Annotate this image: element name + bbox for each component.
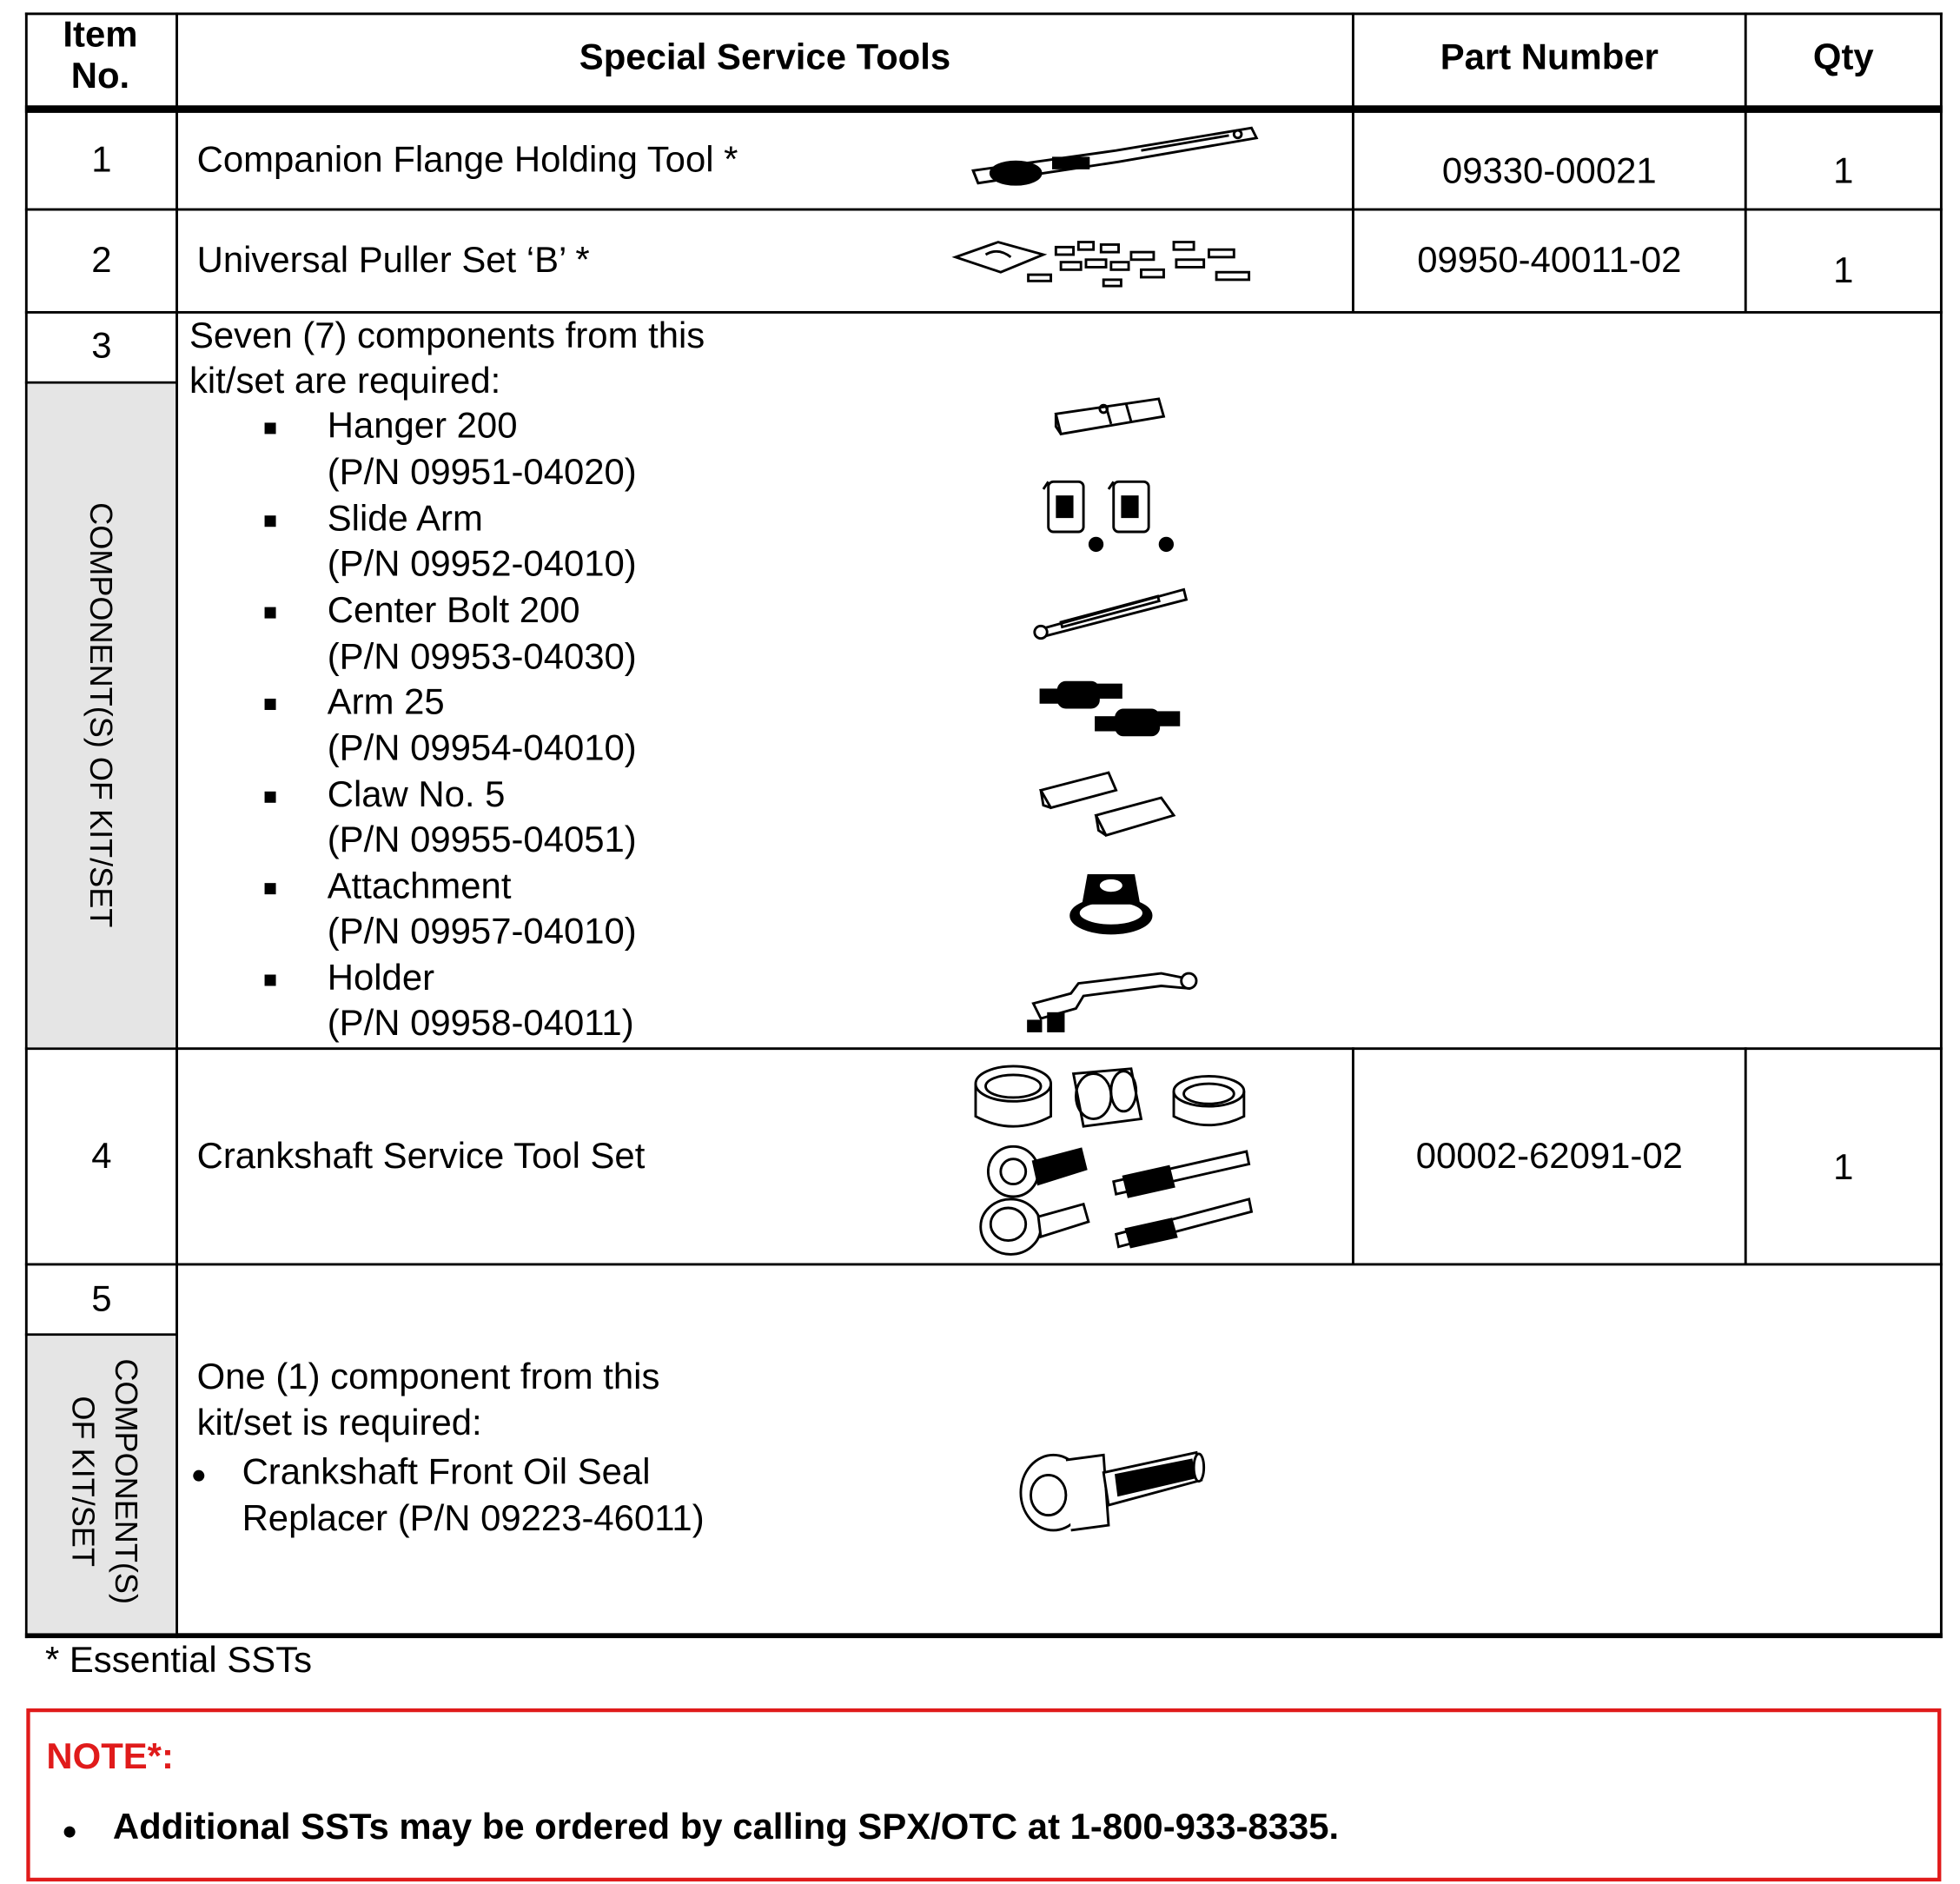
row-3-intro-line-2: kit/set are required: [189,361,501,401]
row-5-component-line-2: Replacer (P/N 09223-46011) [242,1498,705,1540]
row-1-part-number: 09330-00021 [1441,151,1657,192]
companion-flange-holding-tool-icon [965,121,1261,196]
component-name: Attachment [327,866,512,907]
slide-arm-icon [1041,474,1184,557]
component-name: Arm 25 [327,682,445,723]
center-bolt-icon [1030,582,1191,642]
row-5-side-label-line-2: OF KIT/SET [65,1396,101,1567]
row-1-item-no: 1 [91,140,112,181]
header-item-no: Item No. [63,15,138,97]
row-4-tool-name: Crankshaft Service Tool Set [196,1136,646,1177]
row-1-qty: 1 [1833,151,1854,192]
component-name: Center Bolt 200 [327,590,580,632]
hanger-icon [1051,388,1172,446]
holder-icon [1021,959,1202,1038]
bullet [265,422,276,434]
component-name: Slide Arm [327,499,483,540]
bullet [64,1827,76,1838]
universal-puller-set-icon [953,229,1275,305]
bullet [265,607,276,619]
component-name: Holder [327,958,435,998]
row-3-item-no: 3 [91,326,112,367]
arm-icon [1030,673,1186,750]
row-4-part-number: 00002-62091-02 [1415,1136,1683,1177]
header-part-number: Part Number [1440,37,1659,78]
row-1-tool-name: Companion Flange Holding Tool * [196,140,738,181]
row-3-side-label: COMPONENT(S) OF KIT/SET [83,502,118,928]
row-5-component-line-1: Crankshaft Front Oil Seal [242,1452,651,1493]
row-2-part-number: 09950-40011-02 [1417,241,1682,282]
row-3-intro-line-1: Seven (7) components from this [189,315,705,356]
crankshaft-service-tool-set-icon [968,1056,1264,1262]
component-pn: (P/N 09954-04010) [327,728,637,769]
component-name: Claw No. 5 [327,775,506,816]
row-5-intro-line-2: kit/set is required: [196,1403,482,1444]
oil-seal-replacer-icon [1016,1443,1206,1541]
row-4-item-no: 4 [91,1136,112,1177]
component-pn: (P/N 09952-04010) [327,544,637,585]
row-5-side-label-line-1: COMPONENT(S) [108,1358,143,1604]
row-5-intro-line-1: One (1) component from this [196,1357,660,1397]
component-pn: (P/N 09958-04011) [327,1003,634,1044]
header-special-service-tools: Special Service Tools [579,37,951,78]
note-title: NOTE*: [46,1737,174,1778]
component-pn: (P/N 09953-04030) [327,637,637,678]
footnote-essential-ssts: * Essential SSTs [44,1640,313,1682]
row-2-qty: 1 [1833,250,1854,291]
component-pn: (P/N 09951-04020) [327,453,637,494]
bullet [193,1470,204,1482]
row-2-tool-name: Universal Puller Set ‘B’ * [196,241,590,282]
claw-icon [1036,765,1183,845]
note-text: Additional SSTs may be ordered by calling SPX/OTC at 1-800-933-8335. [112,1807,1340,1848]
row-5-item-no: 5 [91,1279,112,1320]
row-2-item-no: 2 [91,241,112,282]
bullet [265,975,276,986]
bullet [265,515,276,527]
component-pn: (P/N 09957-04010) [327,912,637,952]
bullet [265,699,276,710]
row-4-qty: 1 [1833,1147,1854,1188]
bullet [265,883,276,894]
attachment-icon [1066,860,1159,940]
component-name: Hanger 200 [327,406,518,447]
note-box [26,1708,1941,1881]
component-pn: (P/N 09955-04051) [327,819,637,861]
bullet [265,792,276,803]
header-qty: Qty [1812,37,1874,78]
